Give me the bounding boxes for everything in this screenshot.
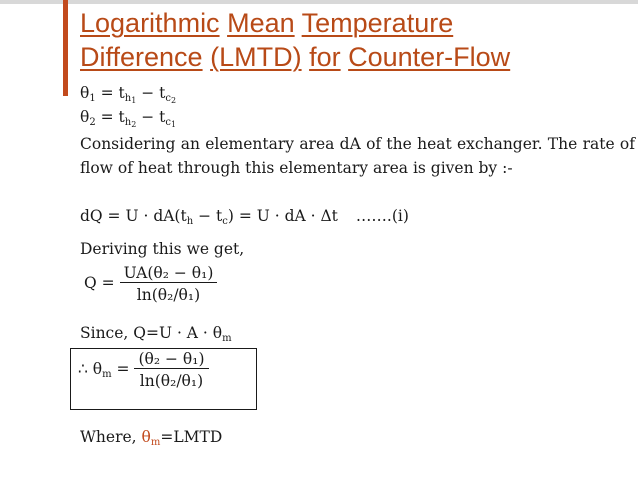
theta-m-denominator: ln(θ₂/θ₁) xyxy=(134,368,208,390)
eq2-h-sub: 2 xyxy=(131,120,137,129)
theta-m-sub: m xyxy=(102,369,112,380)
theta-m-lhs: ∴ θ xyxy=(78,360,103,378)
eq1-h: h xyxy=(124,93,132,104)
theta-m-equals: = xyxy=(111,360,130,378)
equation-q xyxy=(84,264,217,304)
where-theta: θ xyxy=(141,428,151,446)
eq2-minus-tc: − t xyxy=(136,108,166,126)
body-paragraph: Considering an elementary area dA of the heat exchanger. The rate of flow of heat through this elementary area is given by :- xyxy=(80,135,635,177)
dq-sub-h: h xyxy=(186,216,194,227)
eq2-c: c xyxy=(165,117,172,128)
eq1-h-sub: 1 xyxy=(131,96,137,105)
eq2-h: h xyxy=(124,117,132,128)
eq2-lhs: θ xyxy=(80,108,90,126)
eq1-lhs-sub: 1 xyxy=(89,93,96,104)
title-word: Difference xyxy=(80,42,203,72)
where-suffix: =LMTD xyxy=(160,428,223,446)
dq-part2: − t xyxy=(193,207,223,225)
equation-theta1 xyxy=(80,84,176,105)
title-word: Logarithmic xyxy=(80,8,220,38)
theta-m-numerator: (θ₂ − θ₁) xyxy=(138,350,205,368)
eq2-c-sub: 1 xyxy=(171,120,177,129)
dq-sub-c: c xyxy=(222,216,228,227)
title-word: Temperature xyxy=(301,8,454,38)
equation-theta-m xyxy=(78,350,209,390)
eq1-lhs: θ xyxy=(80,84,90,102)
eq1-c-sub: 2 xyxy=(171,96,177,105)
q-numerator: UA(θ₂ − θ₁) xyxy=(123,264,214,282)
where-theta-m xyxy=(142,428,161,446)
equation-theta2 xyxy=(80,108,176,129)
since-label: Since, Q=U · A · θ xyxy=(80,324,223,342)
dq-part3: ) = U · dA · Δt xyxy=(227,207,338,225)
since-text xyxy=(80,324,232,344)
title-word: for xyxy=(309,42,341,72)
q-lhs: Q = xyxy=(84,274,115,292)
title-word: (LMTD) xyxy=(210,42,302,72)
title-accent-bar xyxy=(63,0,68,96)
since-sub: m xyxy=(222,333,232,344)
title-word: Counter-Flow xyxy=(348,42,511,72)
theta-m-fraction xyxy=(134,350,208,390)
top-accent-bar xyxy=(0,0,638,4)
eq1-th: = t xyxy=(95,84,125,102)
q-fraction xyxy=(120,264,218,304)
eq2-lhs-sub: 2 xyxy=(89,117,96,128)
eq1-c: c xyxy=(165,93,172,104)
equation-dq xyxy=(80,207,409,227)
title-word: Mean xyxy=(227,8,295,38)
where-theta-sub: m xyxy=(150,437,161,448)
deriving-text: Deriving this we get, xyxy=(80,240,245,258)
where-text xyxy=(80,428,222,448)
slide-title xyxy=(80,6,630,74)
where-prefix: Where, xyxy=(80,428,142,446)
dq-part1: dQ = U · dA(t xyxy=(80,207,187,225)
eq1-minus-tc: − t xyxy=(136,84,166,102)
eq2-th: = t xyxy=(95,108,125,126)
equation-reference: …….(i) xyxy=(355,207,409,225)
q-denominator: ln(θ₂/θ₁) xyxy=(120,282,218,304)
